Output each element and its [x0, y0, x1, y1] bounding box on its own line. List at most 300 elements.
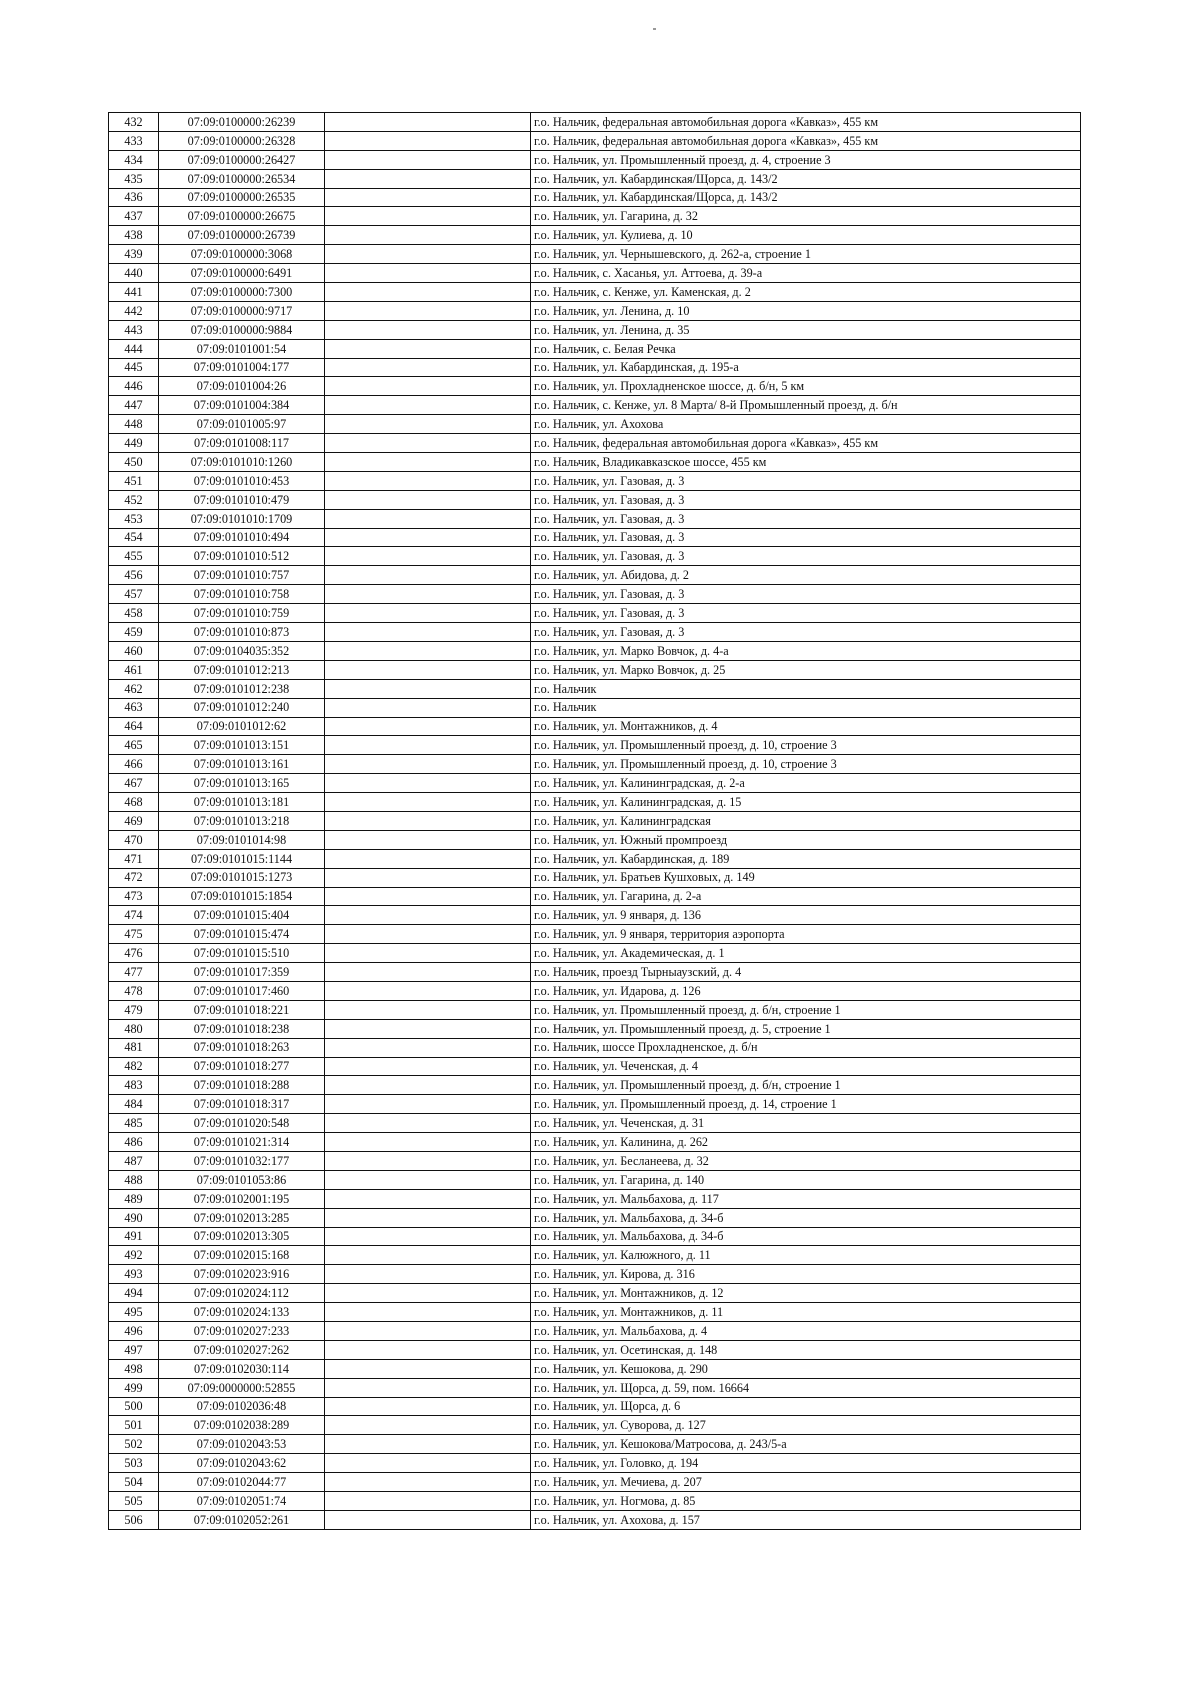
row-number-cell: 484: [109, 1095, 159, 1114]
table-row: [109, 1019, 1081, 1038]
row-number-cell: 487: [109, 1151, 159, 1170]
cadastral-number-cell: 07:09:0102051:74: [159, 1492, 325, 1511]
row-number-cell: 498: [109, 1359, 159, 1378]
row-number-cell: 468: [109, 793, 159, 812]
table-row: [109, 339, 1081, 358]
table-row: [109, 925, 1081, 944]
row-number-cell: 503: [109, 1454, 159, 1473]
address-cell: г.о. Нальчик, ул. Кабардинская, д. 195-а: [531, 358, 1081, 377]
table-row: [109, 547, 1081, 566]
row-number-cell: 490: [109, 1208, 159, 1227]
empty-cell: [325, 963, 531, 982]
empty-cell: [325, 1170, 531, 1189]
cadastral-number-cell: 07:09:0101004:177: [159, 358, 325, 377]
empty-cell: [325, 679, 531, 698]
cadastral-number-cell: 07:09:0100000:26239: [159, 113, 325, 132]
row-number-cell: 443: [109, 320, 159, 339]
empty-cell: [325, 1303, 531, 1322]
cadastral-number-cell: 07:09:0101008:117: [159, 434, 325, 453]
table-row: [109, 811, 1081, 830]
row-number-cell: 446: [109, 377, 159, 396]
cadastral-number-cell: 07:09:0100000:7300: [159, 283, 325, 302]
table-row: [109, 1114, 1081, 1133]
address-cell: г.о. Нальчик, ул. Газовая, д. 3: [531, 528, 1081, 547]
empty-cell: [325, 1208, 531, 1227]
table-row: [109, 774, 1081, 793]
address-cell: г.о. Нальчик, Владикавказское шоссе, 455 км: [531, 453, 1081, 472]
address-cell: г.о. Нальчик, ул. Ленина, д. 10: [531, 301, 1081, 320]
empty-cell: [325, 1473, 531, 1492]
cadastral-number-cell: 07:09:0101010:479: [159, 490, 325, 509]
table-row: [109, 358, 1081, 377]
table-row: [109, 981, 1081, 1000]
empty-cell: [325, 471, 531, 490]
empty-cell: [325, 660, 531, 679]
address-cell: г.о. Нальчик, ул. Ахохова: [531, 415, 1081, 434]
empty-cell: [325, 150, 531, 169]
table-row: [109, 283, 1081, 302]
table-row: [109, 736, 1081, 755]
table-row: [109, 1246, 1081, 1265]
address-cell: г.о. Нальчик, ул. Кирова, д. 316: [531, 1265, 1081, 1284]
cadastral-number-cell: 07:09:0101018:317: [159, 1095, 325, 1114]
table-row: [109, 1057, 1081, 1076]
cadastral-number-cell: 07:09:0102027:262: [159, 1340, 325, 1359]
address-cell: г.о. Нальчик, ул. Промышленный проезд, д. 10, строение 3: [531, 755, 1081, 774]
cadastral-number-cell: 07:09:0102043:53: [159, 1435, 325, 1454]
address-cell: г.о. Нальчик, ул. Калюжного, д. 11: [531, 1246, 1081, 1265]
row-number-cell: 485: [109, 1114, 159, 1133]
table-row: [109, 1416, 1081, 1435]
row-number-cell: 473: [109, 887, 159, 906]
row-number-cell: 463: [109, 698, 159, 717]
table-row: [109, 755, 1081, 774]
cadastral-number-cell: 07:09:0102052:261: [159, 1510, 325, 1529]
table-row: [109, 868, 1081, 887]
empty-cell: [325, 207, 531, 226]
cadastral-number-cell: 07:09:0101004:26: [159, 377, 325, 396]
empty-cell: [325, 1397, 531, 1416]
cadastral-number-cell: 07:09:0102013:305: [159, 1227, 325, 1246]
table-row: [109, 434, 1081, 453]
cadastral-number-cell: 07:09:0100000:26739: [159, 226, 325, 245]
address-cell: г.о. Нальчик, ул. Щорса, д. 6: [531, 1397, 1081, 1416]
row-number-cell: 466: [109, 755, 159, 774]
table-row: [109, 906, 1081, 925]
empty-cell: [325, 1435, 531, 1454]
row-number-cell: 502: [109, 1435, 159, 1454]
cadastral-number-cell: 07:09:0101015:404: [159, 906, 325, 925]
empty-cell: [325, 188, 531, 207]
scan-speck: [653, 28, 656, 30]
table-row: [109, 1133, 1081, 1152]
address-cell: г.о. Нальчик, ул. Промышленный проезд, д. б/н, строение 1: [531, 1000, 1081, 1019]
address-cell: г.о. Нальчик, ул. Промышленный проезд, д. 14, строение 1: [531, 1095, 1081, 1114]
address-cell: г.о. Нальчик, ул. Головко, д. 194: [531, 1454, 1081, 1473]
table-row: [109, 131, 1081, 150]
row-number-cell: 472: [109, 868, 159, 887]
address-cell: г.о. Нальчик, федеральная автомобильная дорога «Кавказ», 455 км: [531, 113, 1081, 132]
cadastral-number-cell: 07:09:0100000:9884: [159, 320, 325, 339]
row-number-cell: 450: [109, 453, 159, 472]
address-cell: г.о. Нальчик, ул. Ахохова, д. 157: [531, 1510, 1081, 1529]
table-row: [109, 301, 1081, 320]
table-row: [109, 1340, 1081, 1359]
cadastral-number-cell: 07:09:0100000:26427: [159, 150, 325, 169]
row-number-cell: 456: [109, 566, 159, 585]
empty-cell: [325, 490, 531, 509]
address-cell: г.о. Нальчик, ул. Осетинская, д. 148: [531, 1340, 1081, 1359]
cadastral-number-cell: 07:09:0101015:1144: [159, 849, 325, 868]
address-cell: г.о. Нальчик, ул. Газовая, д. 3: [531, 509, 1081, 528]
empty-cell: [325, 717, 531, 736]
address-cell: г.о. Нальчик, с. Хасанья, ул. Аттоева, д. 39-а: [531, 264, 1081, 283]
address-cell: г.о. Нальчик, ул. Идарова, д. 126: [531, 981, 1081, 1000]
table-row: [109, 641, 1081, 660]
row-number-cell: 438: [109, 226, 159, 245]
address-cell: г.о. Нальчик, ул. Газовая, д. 3: [531, 623, 1081, 642]
empty-cell: [325, 113, 531, 132]
empty-cell: [325, 641, 531, 660]
address-cell: г.о. Нальчик, ул. 9 января, территория аэропорта: [531, 925, 1081, 944]
address-cell: г.о. Нальчик, ул. Южный промпроезд: [531, 830, 1081, 849]
table-row: [109, 1378, 1081, 1397]
cadastral-number-cell: 07:09:0102036:48: [159, 1397, 325, 1416]
address-cell: г.о. Нальчик, ул. Гагарина, д. 140: [531, 1170, 1081, 1189]
row-number-cell: 442: [109, 301, 159, 320]
table-row: [109, 1076, 1081, 1095]
empty-cell: [325, 1227, 531, 1246]
address-cell: г.о. Нальчик, ул. Промышленный проезд, д. б/н, строение 1: [531, 1076, 1081, 1095]
row-number-cell: 470: [109, 830, 159, 849]
row-number-cell: 439: [109, 245, 159, 264]
cadastral-number-cell: 07:09:0102027:233: [159, 1322, 325, 1341]
row-number-cell: 449: [109, 434, 159, 453]
cadastral-number-cell: 07:09:0101018:238: [159, 1019, 325, 1038]
empty-cell: [325, 434, 531, 453]
empty-cell: [325, 1510, 531, 1529]
row-number-cell: 480: [109, 1019, 159, 1038]
empty-cell: [325, 1246, 531, 1265]
table-row: [109, 1510, 1081, 1529]
cadastral-number-cell: 07:09:0100000:3068: [159, 245, 325, 264]
empty-cell: [325, 169, 531, 188]
address-cell: г.о. Нальчик, шоссе Прохладненское, д. б/н: [531, 1038, 1081, 1057]
empty-cell: [325, 604, 531, 623]
cadastral-number-cell: 07:09:0101013:181: [159, 793, 325, 812]
empty-cell: [325, 131, 531, 150]
table-row: [109, 1189, 1081, 1208]
empty-cell: [325, 868, 531, 887]
address-cell: г.о. Нальчик, ул. Газовая, д. 3: [531, 547, 1081, 566]
address-cell: г.о. Нальчик, ул. Газовая, д. 3: [531, 585, 1081, 604]
address-cell: г.о. Нальчик, ул. Прохладненское шоссе, д. б/н, 5 км: [531, 377, 1081, 396]
cadastral-number-cell: 07:09:0101005:97: [159, 415, 325, 434]
empty-cell: [325, 1076, 531, 1095]
registry-body: [109, 113, 1081, 1530]
empty-cell: [325, 339, 531, 358]
row-number-cell: 457: [109, 585, 159, 604]
table-row: [109, 377, 1081, 396]
row-number-cell: 476: [109, 944, 159, 963]
empty-cell: [325, 1133, 531, 1152]
empty-cell: [325, 755, 531, 774]
table-row: [109, 169, 1081, 188]
empty-cell: [325, 528, 531, 547]
address-cell: г.о. Нальчик, ул. Кулиева, д. 10: [531, 226, 1081, 245]
table-row: [109, 1095, 1081, 1114]
row-number-cell: 455: [109, 547, 159, 566]
empty-cell: [325, 1151, 531, 1170]
address-cell: г.о. Нальчик, ул. Промышленный проезд, д. 4, строение 3: [531, 150, 1081, 169]
empty-cell: [325, 811, 531, 830]
row-number-cell: 478: [109, 981, 159, 1000]
address-cell: г.о. Нальчик, ул. Чеченская, д. 31: [531, 1114, 1081, 1133]
cadastral-number-cell: 07:09:0101032:177: [159, 1151, 325, 1170]
cadastral-number-cell: 07:09:0102001:195: [159, 1189, 325, 1208]
cadastral-number-cell: 07:09:0101010:1260: [159, 453, 325, 472]
empty-cell: [325, 320, 531, 339]
address-cell: г.о. Нальчик, ул. Кабардинская/Щорса, д. 143/2: [531, 169, 1081, 188]
table-row: [109, 1473, 1081, 1492]
address-cell: г.о. Нальчик, ул. Академическая, д. 1: [531, 944, 1081, 963]
empty-cell: [325, 906, 531, 925]
address-cell: г.о. Нальчик, федеральная автомобильная дорога «Кавказ», 455 км: [531, 131, 1081, 150]
empty-cell: [325, 830, 531, 849]
cadastral-number-cell: 07:09:0102023:916: [159, 1265, 325, 1284]
address-cell: г.о. Нальчик, ул. Марко Вовчок, д. 4-а: [531, 641, 1081, 660]
address-cell: г.о. Нальчик, ул. Чеченская, д. 4: [531, 1057, 1081, 1076]
row-number-cell: 488: [109, 1170, 159, 1189]
address-cell: г.о. Нальчик, ул. Промышленный проезд, д. 10, строение 3: [531, 736, 1081, 755]
empty-cell: [325, 509, 531, 528]
cadastral-number-cell: 07:09:0101013:165: [159, 774, 325, 793]
empty-cell: [325, 301, 531, 320]
cadastral-number-cell: 07:09:0101013:218: [159, 811, 325, 830]
table-row: [109, 1000, 1081, 1019]
cadastral-number-cell: 07:09:0101018:263: [159, 1038, 325, 1057]
table-row: [109, 264, 1081, 283]
row-number-cell: 491: [109, 1227, 159, 1246]
empty-cell: [325, 396, 531, 415]
table-row: [109, 150, 1081, 169]
address-cell: г.о. Нальчик, ул. Промышленный проезд, д. 5, строение 1: [531, 1019, 1081, 1038]
row-number-cell: 474: [109, 906, 159, 925]
cadastral-number-cell: 07:09:0101010:873: [159, 623, 325, 642]
row-number-cell: 501: [109, 1416, 159, 1435]
cadastral-number-cell: 07:09:0000000:52855: [159, 1378, 325, 1397]
row-number-cell: 444: [109, 339, 159, 358]
address-cell: г.о. Нальчик, с. Белая Речка: [531, 339, 1081, 358]
table-row: [109, 509, 1081, 528]
address-cell: г.о. Нальчик, ул. Монтажников, д. 11: [531, 1303, 1081, 1322]
address-cell: г.о. Нальчик, ул. Мальбахова, д. 4: [531, 1322, 1081, 1341]
cadastral-number-cell: 07:09:0102044:77: [159, 1473, 325, 1492]
cadastral-number-cell: 07:09:0101015:1273: [159, 868, 325, 887]
empty-cell: [325, 585, 531, 604]
row-number-cell: 482: [109, 1057, 159, 1076]
address-cell: г.о. Нальчик, ул. Газовая, д. 3: [531, 604, 1081, 623]
table-row: [109, 490, 1081, 509]
cadastral-number-cell: 07:09:0104035:352: [159, 641, 325, 660]
table-row: [109, 849, 1081, 868]
row-number-cell: 462: [109, 679, 159, 698]
address-cell: г.о. Нальчик, федеральная автомобильная дорога «Кавказ», 455 км: [531, 434, 1081, 453]
table-row: [109, 1397, 1081, 1416]
row-number-cell: 493: [109, 1265, 159, 1284]
row-number-cell: 475: [109, 925, 159, 944]
table-row: [109, 1435, 1081, 1454]
row-number-cell: 492: [109, 1246, 159, 1265]
cadastral-number-cell: 07:09:0102043:62: [159, 1454, 325, 1473]
address-cell: г.о. Нальчик, с. Кенже, ул. 8 Марта/ 8-й Промышленный проезд, д. б/н: [531, 396, 1081, 415]
empty-cell: [325, 226, 531, 245]
address-cell: г.о. Нальчик, ул. Калининградская, д. 2-а: [531, 774, 1081, 793]
table-row: [109, 1151, 1081, 1170]
row-number-cell: 447: [109, 396, 159, 415]
cadastral-number-cell: 07:09:0102024:133: [159, 1303, 325, 1322]
cadastral-number-cell: 07:09:0101010:453: [159, 471, 325, 490]
empty-cell: [325, 377, 531, 396]
empty-cell: [325, 264, 531, 283]
empty-cell: [325, 1057, 531, 1076]
row-number-cell: 445: [109, 358, 159, 377]
empty-cell: [325, 887, 531, 906]
row-number-cell: 504: [109, 1473, 159, 1492]
address-cell: г.о. Нальчик, ул. Братьев Кушховых, д. 149: [531, 868, 1081, 887]
row-number-cell: 465: [109, 736, 159, 755]
address-cell: г.о. Нальчик, ул. Монтажников, д. 4: [531, 717, 1081, 736]
row-number-cell: 467: [109, 774, 159, 793]
empty-cell: [325, 1492, 531, 1511]
empty-cell: [325, 1038, 531, 1057]
table-row: [109, 679, 1081, 698]
row-number-cell: 461: [109, 660, 159, 679]
table-row: [109, 1208, 1081, 1227]
empty-cell: [325, 925, 531, 944]
empty-cell: [325, 1019, 531, 1038]
address-cell: г.о. Нальчик, ул. Газовая, д. 3: [531, 490, 1081, 509]
cadastral-number-cell: 07:09:0101017:359: [159, 963, 325, 982]
empty-cell: [325, 1114, 531, 1133]
cadastral-number-cell: 07:09:0102015:168: [159, 1246, 325, 1265]
address-cell: г.о. Нальчик, ул. Газовая, д. 3: [531, 471, 1081, 490]
row-number-cell: 448: [109, 415, 159, 434]
cadastral-number-cell: 07:09:0101053:86: [159, 1170, 325, 1189]
cadastral-number-cell: 07:09:0100000:26535: [159, 188, 325, 207]
cadastral-number-cell: 07:09:0101018:221: [159, 1000, 325, 1019]
address-cell: г.о. Нальчик, ул. Ленина, д. 35: [531, 320, 1081, 339]
empty-cell: [325, 793, 531, 812]
address-cell: г.о. Нальчик, ул. Щорса, д. 59, пом. 16664: [531, 1378, 1081, 1397]
table-row: [109, 887, 1081, 906]
empty-cell: [325, 1359, 531, 1378]
row-number-cell: 437: [109, 207, 159, 226]
cadastral-number-cell: 07:09:0101004:384: [159, 396, 325, 415]
cadastral-number-cell: 07:09:0101010:759: [159, 604, 325, 623]
row-number-cell: 477: [109, 963, 159, 982]
cadastral-number-cell: 07:09:0102038:289: [159, 1416, 325, 1435]
row-number-cell: 435: [109, 169, 159, 188]
table-row: [109, 698, 1081, 717]
table-row: [109, 245, 1081, 264]
table-row: [109, 585, 1081, 604]
table-row: [109, 944, 1081, 963]
cadastral-number-cell: 07:09:0101012:238: [159, 679, 325, 698]
address-cell: г.о. Нальчик, ул. Кешокова, д. 290: [531, 1359, 1081, 1378]
cadastral-number-cell: 07:09:0101015:1854: [159, 887, 325, 906]
cadastral-number-cell: 07:09:0101018:277: [159, 1057, 325, 1076]
table-row: [109, 1454, 1081, 1473]
row-number-cell: 434: [109, 150, 159, 169]
row-number-cell: 451: [109, 471, 159, 490]
table-row: [109, 830, 1081, 849]
table-row: [109, 320, 1081, 339]
address-cell: г.о. Нальчик, ул. Мальбахова, д. 117: [531, 1189, 1081, 1208]
cadastral-number-cell: 07:09:0101015:474: [159, 925, 325, 944]
address-cell: г.о. Нальчик, ул. Мальбахова, д. 34-б: [531, 1227, 1081, 1246]
empty-cell: [325, 1378, 531, 1397]
cadastral-number-cell: 07:09:0101010:758: [159, 585, 325, 604]
empty-cell: [325, 774, 531, 793]
address-cell: г.о. Нальчик, ул. Абидова, д. 2: [531, 566, 1081, 585]
empty-cell: [325, 944, 531, 963]
table-row: [109, 188, 1081, 207]
empty-cell: [325, 736, 531, 755]
empty-cell: [325, 1284, 531, 1303]
cadastral-number-cell: 07:09:0101021:314: [159, 1133, 325, 1152]
empty-cell: [325, 415, 531, 434]
empty-cell: [325, 623, 531, 642]
table-row: [109, 1284, 1081, 1303]
cadastral-number-cell: 07:09:0101012:240: [159, 698, 325, 717]
cadastral-number-cell: 07:09:0102030:114: [159, 1359, 325, 1378]
table-row: [109, 415, 1081, 434]
cadastral-number-cell: 07:09:0101001:54: [159, 339, 325, 358]
cadastral-number-cell: 07:09:0101010:494: [159, 528, 325, 547]
empty-cell: [325, 1454, 531, 1473]
empty-cell: [325, 1322, 531, 1341]
row-number-cell: 441: [109, 283, 159, 302]
cadastral-number-cell: 07:09:0100000:26328: [159, 131, 325, 150]
empty-cell: [325, 981, 531, 1000]
row-number-cell: 506: [109, 1510, 159, 1529]
row-number-cell: 459: [109, 623, 159, 642]
empty-cell: [325, 566, 531, 585]
row-number-cell: 433: [109, 131, 159, 150]
row-number-cell: 452: [109, 490, 159, 509]
table-row: [109, 1227, 1081, 1246]
table-row: [109, 1322, 1081, 1341]
cadastral-number-cell: 07:09:0101018:288: [159, 1076, 325, 1095]
empty-cell: [325, 358, 531, 377]
table-row: [109, 604, 1081, 623]
empty-cell: [325, 283, 531, 302]
address-cell: г.о. Нальчик, ул. Мечиева, д. 207: [531, 1473, 1081, 1492]
cadastral-number-cell: 07:09:0101010:757: [159, 566, 325, 585]
row-number-cell: 453: [109, 509, 159, 528]
cadastral-number-cell: 07:09:0100000:26675: [159, 207, 325, 226]
address-cell: г.о. Нальчик, ул. Чернышевского, д. 262-а, строение 1: [531, 245, 1081, 264]
row-number-cell: 469: [109, 811, 159, 830]
table-row: [109, 453, 1081, 472]
row-number-cell: 471: [109, 849, 159, 868]
table-row: [109, 793, 1081, 812]
row-number-cell: 483: [109, 1076, 159, 1095]
address-cell: г.о. Нальчик, ул. Кешокова/Матросова, д. 243/5-а: [531, 1435, 1081, 1454]
table-row: [109, 207, 1081, 226]
row-number-cell: 494: [109, 1284, 159, 1303]
